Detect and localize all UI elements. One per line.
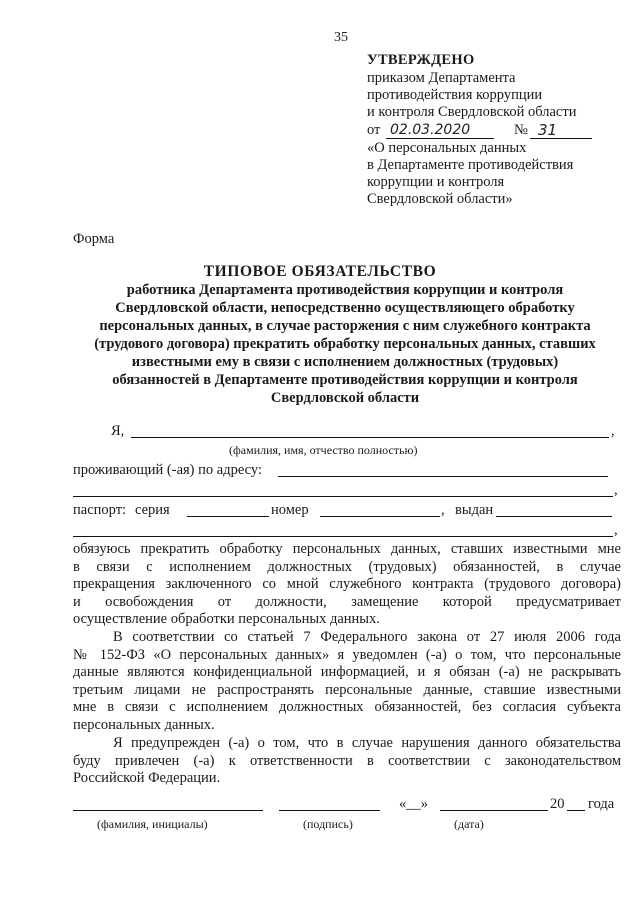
date-year-line[interactable] [567,810,585,811]
approval-line-2: противодействия коррупции [367,87,543,103]
paragraph-law [73,629,621,735]
passport-series-label: серия [135,502,170,518]
approval-heading: УТВЕРЖДЕНО [367,52,475,68]
address-input-line-2[interactable] [73,496,613,497]
p2-line-2: № 152-ФЗ «О персональных данных» я уведомлен (-а) о том, что персональные [73,646,621,663]
approval-number-underline [530,138,592,139]
approval-title-line-1: «О персональных данных [367,140,527,156]
approval-number-handwritten: 31 [538,121,558,139]
p1-line-4: и освобождения от должности, замещение которой предусматривает [73,593,621,610]
p1-line-3: прекращения заключенного со мной служебного контракта (трудового договора) [73,576,621,593]
fio-input-line[interactable] [131,437,609,438]
caption-sign: (подпись) [303,817,353,831]
passport-issued-input-2[interactable] [73,536,613,537]
address-input-line-1[interactable] [278,476,608,477]
p3-line-1: Я предупрежден (-а) о том, что в случае нарушения данного обязательства [113,735,621,751]
title-subline-2: Свердловской области, непосредственно осуществляющего обработку [115,300,575,316]
passport-number-label: номер [271,502,309,518]
p3-line-2: буду привлечен (-а) к ответственности в соответствии с законодательством [73,752,621,769]
signature-name-line[interactable] [73,810,263,811]
approval-date-underline [386,138,494,139]
passport-number-input[interactable] [320,516,440,517]
title-subline-7: Свердловской области [270,390,420,406]
fio-caption: (фамилия, имя, отчество полностью) [229,443,418,457]
date-year-suffix: года [588,796,615,812]
caption-name: (фамилия, инициалы) [97,817,208,831]
p1-line-5: осуществление обработки персональных данных. [73,611,380,628]
approval-title-line-4: Свердловской области» [367,191,513,207]
approval-line-1: приказом Департамента [367,70,516,86]
form-label: Форма [73,231,115,247]
approval-number-label: № [514,122,528,138]
i-label: Я, [111,423,125,439]
signature-sign-line[interactable] [279,810,380,811]
title-subline-4: (трудового договора) прекратить обработку персональных данных, ставших [94,336,596,352]
passport-issued-label: выдан [455,502,494,518]
address-label: проживающий (-ая) по адресу: [73,462,262,478]
date-month-line[interactable] [440,810,548,811]
date-day-quote[interactable]: «__» [399,796,428,812]
approval-line-3: и контроля Свердловской области [367,104,577,120]
title-subline-3: персональных данных, в случае расторжения с ним служебного контракта [99,318,591,334]
approval-from-label: от [367,122,381,138]
p2-line-5: мне в связи с исполнением должностных обязанностей, без согласия субъекта [73,699,621,716]
title-subline-1: работника Департамента противодействия коррупции и контроля [126,282,564,298]
paragraph-obligation [73,541,621,629]
paragraph-warning [73,735,621,788]
passport-issued-input-1[interactable] [496,516,612,517]
title-subline-6: обязанностей в Департаменте противодействия коррупции и контроля [112,372,578,388]
fio-comma: , [611,423,615,439]
p2-line-6: персональных данных. [73,716,215,733]
document-title: ТИПОВОЕ ОБЯЗАТЕЛЬСТВО [203,263,437,280]
p2-line-1: В соответствии со статьей 7 Федерального закона от 27 июля 2006 года [113,629,621,645]
p1-line-2: в связи с исполнением должностных (трудовых) обязанностей, в случае [73,558,621,575]
caption-date: (дата) [454,817,484,831]
address-comma: , [614,482,618,498]
approval-title-line-2: в Департаменте противодействия [367,157,574,173]
date-year-prefix: 20 [550,796,565,812]
approval-date-handwritten: 02.03.2020 [390,122,471,138]
page-number: 35 [334,30,348,45]
p2-line-4: третьим лицами не распространять персональные данные, ставшие известными [73,681,621,698]
passport-issued-comma: , [614,522,618,538]
p2-line-3: данные являются конфиденциальной информацией, и я обязан (-а) не раскрывать [73,664,621,681]
p1-line-1: обязуюсь прекратить обработку персональных данных, ставших известными мне [73,541,621,557]
title-subline-5: известными ему в связи с исполнением должностных (трудовых) [131,354,559,370]
p3-line-3: Российской Федерации. [73,770,221,787]
passport-series-input[interactable] [187,516,269,517]
passport-comma: , [441,502,445,518]
approval-title-line-3: коррупции и контроля [367,174,505,190]
passport-label: паспорт: [73,502,127,518]
